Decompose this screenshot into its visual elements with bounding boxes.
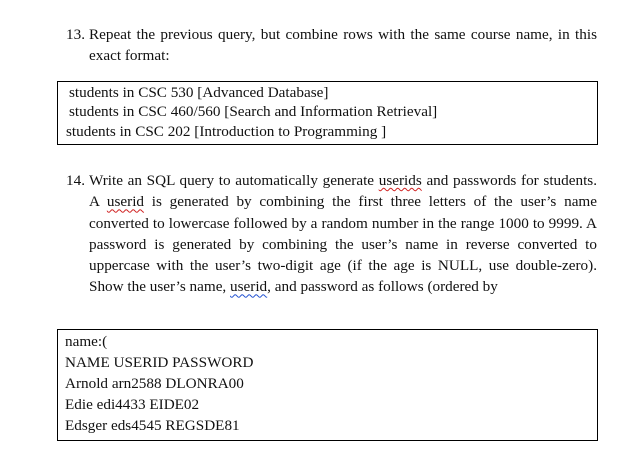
- question-14-text: [89, 170, 597, 298]
- output-line-arnold: Arnold arn2588 DLONRA00: [65, 375, 244, 392]
- question-14-output-box: [57, 329, 598, 441]
- output-line-csc530: students in CSC 530 [Advanced Database]: [69, 84, 329, 101]
- q14-text-part-2: and passwords for students. A: [89, 172, 597, 211]
- output-line-edsger: Edsger eds4545 REGSDE81: [65, 417, 240, 434]
- question-13-output-box: [57, 81, 598, 145]
- q14-word-userid: userid: [106, 193, 145, 211]
- output-line-edie: Edie edi4433 EIDE02: [65, 396, 200, 413]
- output-line-csc202: [66, 123, 386, 141]
- output-line-csc202-text: students in CSC 202 [Introduction to Programming ]: [66, 123, 387, 140]
- output-line-csc460: students in CSC 460/560 [Search and Information Retrieval]: [69, 103, 438, 120]
- output-line-name: name:(: [65, 333, 108, 350]
- question-13-number: 13.: [66, 26, 85, 43]
- q14-word-userids: userids: [378, 172, 422, 189]
- q14-text-part-3: is generated by combining the first three letters of the user’s name converted to lowercase followed by a random number in the range 1000 to 9999. A password is generated by combining the user’s name in reverse converted to uppercase with the user’s two-digit age (if the age is NULL, use double-zero). Show the user’s name,: [89, 193, 597, 296]
- q14-text-part-1: Write an SQL query to automatically generate: [89, 172, 379, 189]
- question-14-number: 14.: [66, 172, 85, 189]
- output-line-header: NAME USERID PASSWORD: [65, 354, 254, 371]
- question-13-text: Repeat the previous query, but combine rows with the same course name, in this exact format:: [89, 26, 597, 65]
- q14-text-part-4: , and password as follows (ordered by: [267, 278, 498, 296]
- q14-word-userid-2: userid: [230, 278, 268, 296]
